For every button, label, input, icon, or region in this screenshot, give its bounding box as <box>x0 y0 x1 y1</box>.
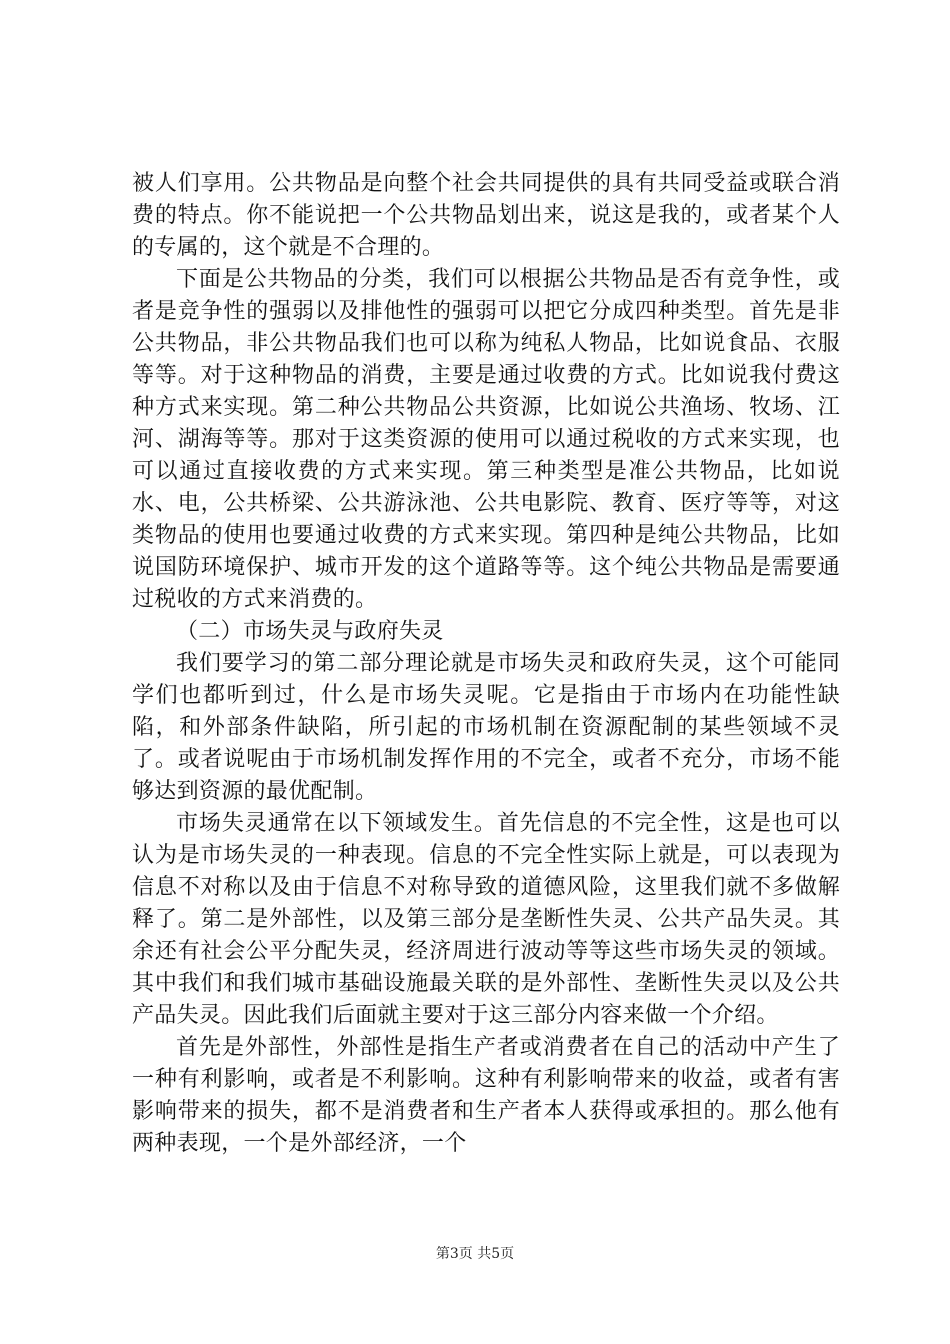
page-footer: 第3页 共5页 <box>435 1246 515 1262</box>
paragraph-market-failure-areas: 市场失灵通常在以下领域发生。首先信息的不完全性，这是也可以认为是市场失灵的一种表现。信息的不完全性实际上就是，可以表现为信息不对称以及由于信息不对称导致的道德风险，这里我们就不多做解释了。第二是外部性，以及第三部分是垄断性失灵、公共产品失灵。其余还有社会公平分配失灵，经济周进行波动等等这些市场失灵的领域。其中我们和我们城市基础设施最关联的是外部性、垄断性失灵以及公共产品失灵。因此我们后面就主要对于这三部分内容来做一个介绍。 <box>132 811 840 1028</box>
document-body <box>132 168 840 1160</box>
paragraph-market-failure-definition: 我们要学习的第二部分理论就是市场失灵和政府失灵，这个可能同学们也都听到过，什么是市场失灵呢。它是指由于市场内在功能性缺陷，和外部条件缺陷，所引起的市场机制在资源配制的某些领域不灵了。或者说呢由于市场机制发挥作用的不完全，或者不充分，市场不能够达到资源的最优配制。 <box>132 651 840 804</box>
section-heading: （二）市场失灵与政府失灵 <box>176 619 444 644</box>
paragraph-externality: 首先是外部性，外部性是指生产者或消费者在自己的活动中产生了一种有利影响，或者是不利影响。这种有利影响带来的收益，或者有害影响带来的损失，都不是消费者和生产者本人获得或承担的。那么他有两种表现，一个是外部经济，一个 <box>132 1035 840 1156</box>
paragraph-continuation: 被人们享用。公共物品是向整个社会共同提供的具有共同受益或联合消费的特点。你不能说把一个公共物品划出来，说这是我的，或者某个人的专属的，这个就是不合理的。 <box>132 171 840 260</box>
paragraph-public-goods-classification: 下面是公共物品的分类，我们可以根据公共物品是否有竞争性，或者是竞争性的强弱以及排他性的强弱可以把它分成四种类型。首先是非公共物品，非公共物品我们也可以称为纯私人物品，比如说食品、衣服等等。对于这种物品的消费，主要是通过收费的方式。比如说我付费这种方式来实现。第二种公共物品公共资源，比如说公共渔场、牧场、江河、湖海等等。那对于这类资源的使用可以通过税收的方式来实现，也可以通过直接收费的方式来实现。第三种类型是准公共物品，比如说水、电，公共桥梁、公共游泳池、公共电影院、教育、医疗等等，对这类物品的使用也要通过收费的方式来实现。第四种是纯公共物品，比如说国防环境保护、城市开发的这个道路等等。这个纯公共物品是需要通过税收的方式来消费的。 <box>132 267 840 612</box>
